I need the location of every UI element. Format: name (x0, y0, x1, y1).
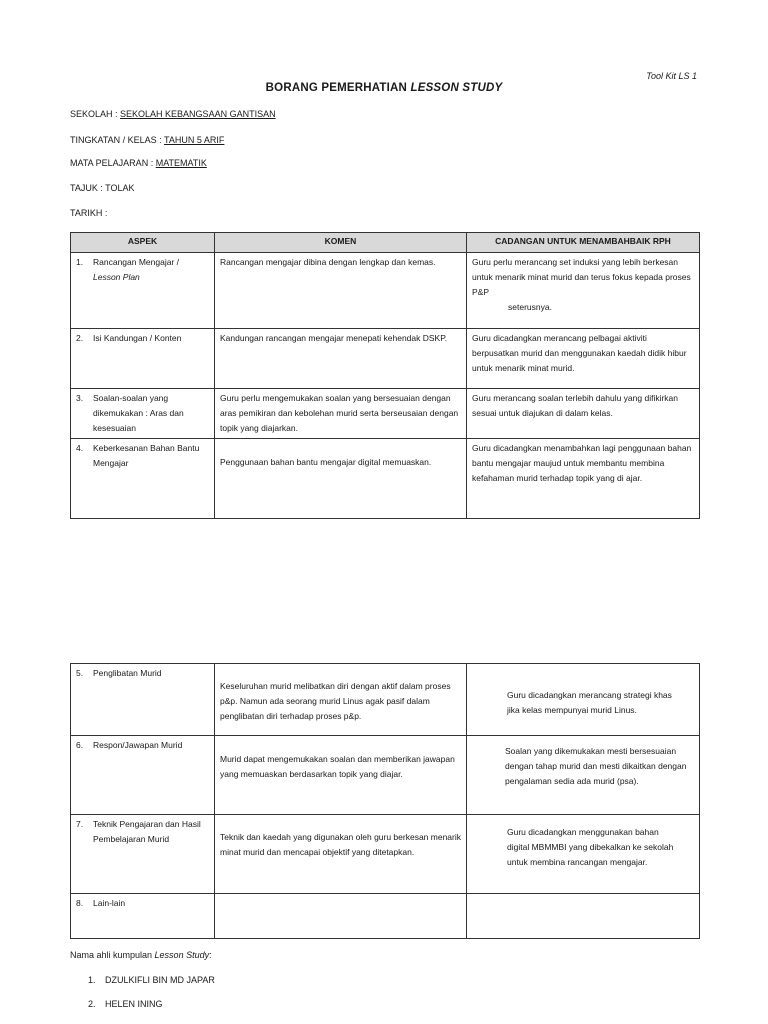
comment-cell: Teknik dan kaedah yang digunakan oleh guru berkesan menarik minat murid dan mencapai objektif yang ditetapkan. (215, 815, 467, 894)
observation-table-1 (70, 232, 700, 519)
comment-cell: Rancangan mengajar dibina dengan lengkap dan kemas. (215, 253, 467, 329)
field-mata-pelajaran: MATA PELAJARAN : MATEMATIK (70, 158, 207, 168)
toolkit-label: Tool Kit LS 1 (646, 71, 697, 81)
field-mata-pelajaran-value: MATEMATIK (155, 158, 207, 168)
comment-cell: Keseluruhan murid melibatkan diri dengan aktif dalam proses p&p. Namun ada seorang murid Linus agak pasif dalam penglibatan diri terhadap proses p&p. (215, 664, 467, 736)
page-title-italic: LESSON STUDY (410, 82, 503, 94)
suggestion-cell: Guru dicadangkan merancang pelbagai aktiviti berpusatkan murid dan menggunakan kaedah didik hibur untuk menarik minat murid. (467, 329, 700, 389)
suggestion-cell: Soalan yang dikemukakan mesti bersesuaian dengan tahap murid dan mesti dikaitkan dengan pengalaman sedia ada murid (psa). (467, 736, 700, 815)
suggestion-cell: Guru dicadangkan menambahkan lagi penggunaan bahan bantu mengajar maujud untuk membantu membina kefahaman murid terhadap topik yang di ajar. (467, 439, 700, 519)
list-item: 1. DZULKIFLI BIN MD JAPAR (88, 975, 215, 985)
comment-cell (215, 894, 467, 939)
field-sekolah-value: SEKOLAH KEBANGSAAN GANTISAN (120, 109, 276, 119)
suggestion-cell: Guru dicadangkan merancang strategi khas jika kelas mempunyai murid Linus. (467, 664, 700, 736)
aspect-cell: 5. Penglibatan Murid (71, 664, 215, 736)
aspect-cell: 4. Keberkesanan Bahan Bantu Mengajar (71, 439, 215, 519)
table-row (71, 439, 700, 519)
comment-cell: Murid dapat mengemukakan soalan dan memberikan jawapan yang memuaskan berdasarkan topik yang diajar. (215, 736, 467, 815)
header-aspek: ASPEK (71, 233, 215, 253)
table-row (71, 815, 700, 894)
comment-cell: Guru perlu mengemukakan soalan yang bersesuaian dengan aras pemikiran dan kebolehan murid serta berseusaian dengan topik yang diajarkan. (215, 389, 467, 439)
table-row (71, 329, 700, 389)
page-title: BORANG PEMERHATIAN LESSON STUDY (265, 82, 503, 94)
suggestion-cell: Guru perlu merancang set induksi yang lebih berkesan untuk menarik minat murid dan terus fokus kepada proses P&P seterusnya. (467, 253, 700, 329)
aspect-cell: 7. Teknik Pengajaran dan Hasil Pembelajaran Murid (71, 815, 215, 894)
field-kelas: TINGKATAN / KELAS : TAHUN 5 ARIF (70, 135, 225, 145)
header-cadangan: CADANGAN UNTUK MENAMBAHBAIK RPH (467, 233, 700, 253)
table-row (71, 736, 700, 815)
members-label: Nama ahli kumpulan Lesson Study: (70, 950, 212, 960)
list-item: 2. HELEN INING (88, 999, 163, 1009)
aspect-cell: 2. Isi Kandungan / Konten (71, 329, 215, 389)
aspect-cell: 8. Lain-lain (71, 894, 215, 939)
field-sekolah: SEKOLAH : SEKOLAH KEBANGSAAN GANTISAN (70, 109, 276, 119)
suggestion-cell (467, 894, 700, 939)
field-tajuk: TAJUK : TOLAK (70, 183, 135, 193)
aspect-cell: 3. Soalan-soalan yang dikemukakan : Aras dan kesesuaian (71, 389, 215, 439)
suggestion-cell: Guru dicadangkan menggunakan bahan digital MBMMBI yang dibekalkan ke sekolah untuk membina rancangan mengajar. (467, 815, 700, 894)
table-row (71, 664, 700, 736)
aspect-cell: 1. Rancangan Mengajar / Lesson Plan (71, 253, 215, 329)
header-komen: KOMEN (215, 233, 467, 253)
aspect-cell: 6. Respon/Jawapan Murid (71, 736, 215, 815)
field-tarikh: TARIKH : (70, 208, 108, 218)
table-row (71, 389, 700, 439)
field-kelas-value: TAHUN 5 ARIF (164, 135, 225, 145)
table-row (71, 253, 700, 329)
table-row (71, 894, 700, 939)
comment-cell: Kandungan rancangan mengajar menepati kehendak DSKP. (215, 329, 467, 389)
comment-cell: Penggunaan bahan bantu mengajar digital memuaskan. (215, 439, 467, 519)
suggestion-cell: Guru merancang soalan terlebih dahulu yang difikirkan sesuai untuk diajukan di dalam kelas. (467, 389, 700, 439)
observation-table-2 (70, 663, 700, 939)
